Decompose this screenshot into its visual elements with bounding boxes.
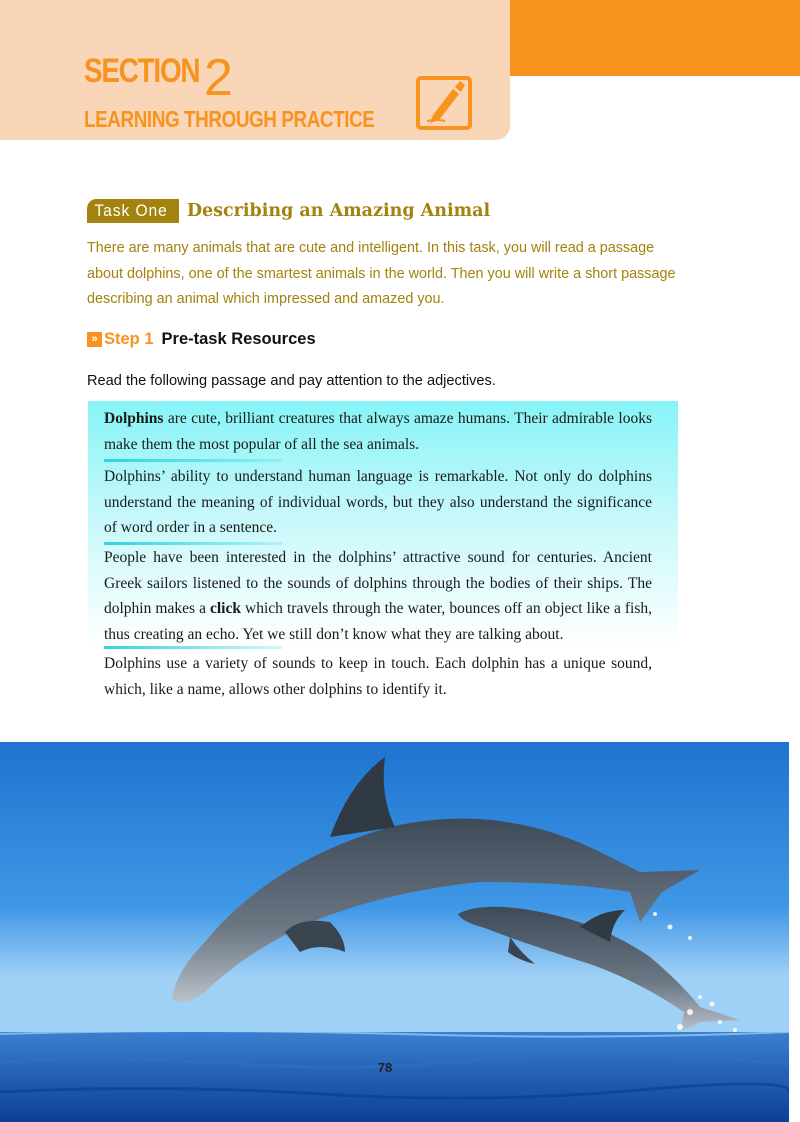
paragraph-divider bbox=[104, 646, 282, 649]
section-number: 2 bbox=[204, 49, 233, 107]
section-subtitle: LEARNING THROUGH PRACTICE bbox=[84, 106, 375, 132]
passage-paragraph-4: Dolphins use a variety of sounds to keep in touch. Each dolphin has a unique sound, which, like a name, allows other dolphins to identify it. bbox=[104, 655, 652, 698]
step-title: Pre-task Resources bbox=[161, 330, 316, 348]
task-badge: Task One bbox=[87, 199, 179, 223]
task-intro: There are many animals that are cute and intelligent. In this task, you will read a passage about dolphins, one of the smartest animals in the world. Then you will write a short passage describing an animal which impressed and amazed you. bbox=[87, 240, 676, 307]
pen-writing-icon bbox=[415, 75, 473, 131]
keyword-dolphins: Dolphins bbox=[104, 410, 164, 427]
task-heading bbox=[87, 199, 490, 223]
passage-paragraph-2: Dolphins’ ability to understand human language is remarkable. Not only do dolphins understand the meaning of individual words, but they also understand the significance of word order in a sentence. bbox=[104, 468, 652, 536]
page-number: 78 bbox=[377, 1060, 393, 1075]
paragraph-3-start: People have been interested in the dolphins’ attractive sound for centuries. Ancient Greek sailors listened to the sounds of dolphins through the bodies of their ships. The dolphin makes a bbox=[104, 549, 652, 617]
paragraph-divider bbox=[104, 459, 282, 462]
step-label: Step 1 bbox=[104, 330, 154, 348]
header-accent-bar bbox=[510, 0, 800, 76]
keyword-click: click bbox=[210, 600, 241, 617]
passage-paragraph-1 bbox=[104, 406, 652, 457]
section-heading bbox=[84, 49, 233, 107]
task-title: Describing an Amazing Animal bbox=[186, 201, 491, 221]
double-chevron-icon: » bbox=[87, 332, 102, 347]
reading-instruction: Read the following passage and pay attention to the adjectives. bbox=[87, 373, 496, 389]
paragraph-3-end: which travels through the water, bounces off an object like a fish, thus creating an echo. Yet we still don’t know what they are talking about. bbox=[104, 600, 652, 643]
section-word: SECTION bbox=[84, 52, 200, 90]
step-heading bbox=[87, 330, 316, 349]
paragraph-1-text: are cute, brilliant creatures that always amaze humans. Their admirable looks make them the most popular of all the sea animals. bbox=[104, 410, 652, 453]
passage-paragraph-3 bbox=[104, 545, 652, 647]
